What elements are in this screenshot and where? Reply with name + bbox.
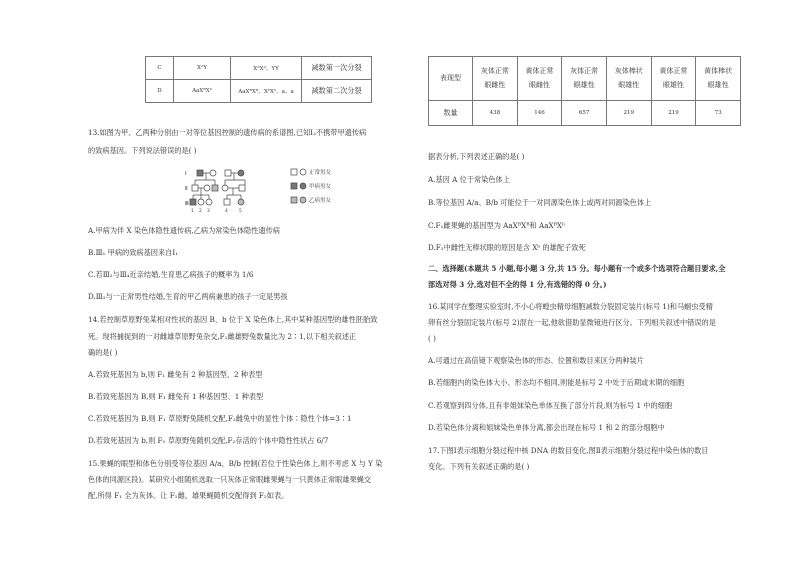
table-cell: 减数第二次分裂	[302, 80, 372, 103]
section-heading-line2: 部选对得 3 分,选对但不全的得 1 分,有选错的得 0 分。)	[428, 280, 607, 289]
table-header-cell: 灰体棒状 眼雄性	[606, 57, 651, 101]
q14-option-c: C.若致死基因为 B,则 F₁ 草原野兔随机交配,F₂雌兔中的显性个体∶隐性个体=3∶1	[88, 414, 352, 423]
table-cell: D	[146, 80, 174, 103]
table-cell: C	[146, 57, 174, 80]
q16-option-b: B.若细胞内的染色体大小、形态均不相同,则能是标号 2 中处于后期或末期的细胞	[428, 378, 685, 387]
pedigree-female	[204, 185, 210, 191]
q16-stem-line2: 卵有丝分裂固定装片(标号 2)混在一起,他欲借助显微镜进行区分。下列相关叙述中错误的是	[428, 318, 716, 327]
pedigree-male	[224, 199, 230, 205]
q16-stem-line3: ( )	[428, 334, 436, 343]
q15-stem-line2: 色体的同源区段)。某研究小组随机选取一只灰体正常眼雌果蝇与一只黄体正常眼雄果蝇交	[88, 475, 372, 484]
table-cell: 146	[517, 101, 562, 126]
pedigree-male-affected	[190, 199, 196, 205]
q16-option-c: C.若观察到四分体,且有非姐妹染色单体互换了部分片段,则为标号 1 中的细胞	[428, 401, 673, 410]
table-cell: XᴬXᴬ、YY	[231, 57, 302, 80]
table-cell: AaXᴮXᵇ	[174, 80, 231, 103]
pedigree-female	[198, 199, 204, 205]
table-cell: XᴬY	[174, 57, 231, 80]
pedigree-male	[192, 185, 198, 191]
svg-text:1: 1	[191, 209, 194, 214]
pedigree-male-affected	[197, 170, 203, 176]
legend-male-disease-b-icon	[291, 197, 297, 203]
table-header-cell: 黄体棒状 眼雄性	[696, 57, 741, 101]
gen-label-1: Ⅰ	[185, 171, 187, 177]
table-header-cell: 灰体正常 眼雌性	[473, 57, 518, 101]
pedigree-female	[210, 170, 216, 176]
table-row	[429, 57, 741, 101]
pedigree-chart	[185, 165, 370, 215]
phenotype-table	[428, 56, 741, 126]
q15-question: 据表分析,下列表述正确的是( )	[428, 152, 525, 161]
q16-option-a: A.可通过在高倍镜下观察染色体的形态、位置和数目来区分两种装片	[428, 356, 644, 365]
table-header-cell: 数量	[429, 101, 473, 126]
pedigree-female	[206, 199, 212, 205]
legend-female-disease-b-icon	[300, 197, 306, 203]
q13-option-b: B.Ⅲ₁ 甲病的致病基因来自Ⅰ₁	[88, 248, 179, 257]
table-header-cell: 灰体正常 眼雄性	[562, 57, 607, 101]
gen-label-3: Ⅲ	[185, 201, 189, 207]
pedigree-female-affected	[238, 170, 244, 176]
svg-text:2: 2	[199, 209, 202, 214]
q15-option-b: B.等位基因 A/a、B/b 可能位于一对同源染色体上或两对同源染色体上	[428, 198, 652, 207]
q14-stem-line3: 确的是( )	[88, 348, 118, 357]
legend-male-normal-icon	[291, 169, 297, 175]
q17-stem-line2: 变化。下列有关叙述正确的是( )	[428, 462, 530, 471]
legend-female-normal-icon	[300, 169, 306, 175]
pedigree-male-affected	[212, 185, 218, 191]
legend-label: 甲病男女	[309, 184, 332, 190]
table-cell: 219	[606, 101, 651, 126]
q15-stem-line1: 15.果蝇的眼型和体色分别受等位基因 A/a、B/b 控制(若位于性染色体上,则不考虑 X 与 Y 染	[88, 459, 383, 468]
q13-option-a: A.甲病为伴 X 染色体隐性遗传病,乙病为常染色体隐性遗传病	[88, 226, 280, 235]
q16-stem-line1: 16.某同学在整理实验室时,不小心将蝗虫精母细胞减数分裂固定装片(标号 1)和马蛔虫受精	[428, 302, 713, 311]
table-cell: AaXᴮXᴮ、XᵇXᵇ、a、a	[231, 80, 302, 103]
legend-label: 正常男女	[309, 170, 332, 176]
q14-option-d: D.若致死基因为 b,则 F₁ 草原野兔随机交配,F₂存活的个体中隐性性状占 6/7	[88, 436, 329, 445]
q13-option-d: D.Ⅲ₂与一正常男性结婚,生育的甲乙两病兼患的孩子一定是男孩	[88, 292, 288, 301]
table-row	[429, 101, 741, 126]
pedigree-female-affected	[238, 199, 244, 205]
table-cell: 219	[651, 101, 696, 126]
q13-option-c: C.若Ⅲ₂与Ⅲ₄近亲结婚,生育患乙病孩子的概率为 1/6	[88, 270, 254, 279]
q15-option-a: A.基因 A 位于常染色体上	[428, 175, 510, 184]
q14-stem-line1: 14.若控制草原野兔某相对性状的基因 B、b 位于 X 染色体上,其中某种基因型的雄性胚胎致	[88, 315, 378, 324]
q15-option-d: D.F₂中雌性无棒状眼的原因是含 Xᵇ 的雄配子致死	[428, 243, 586, 252]
table-row	[146, 80, 372, 103]
table-row	[146, 57, 372, 80]
table-header-cell: 黄体正常 眼雌性	[517, 57, 562, 101]
section-heading-line1: 二、选择题(本题共 5 小题,每小题 3 分,共 15 分。每小题有一个或多个选项符合题目要求,全	[428, 264, 726, 273]
q14-option-a: A.若致死基因为 b,则 F₁ 雌兔有 2 种基因型、2 种表型	[88, 370, 263, 379]
svg-text:4: 4	[225, 209, 228, 214]
table-cell: 657	[562, 101, 607, 126]
table-cell: 减数第一次分裂	[302, 57, 372, 80]
table-header-cell: 黄体正常 眼雄性	[651, 57, 696, 101]
q15-option-c: C.F₁雌果蝇的基因型为 AaXᴮXᴮ和 AaXᴮXᵇ	[428, 221, 565, 230]
q13-stem-line1: 13.如图为甲、乙两种分别由一对等位基因控制的遗传病的系谱图,已知Ⅰ₂不携带甲遗传病	[88, 128, 367, 137]
legend-female-disease-a-icon	[300, 183, 306, 189]
q14-stem-line2: 死。现将捕捉到的一对雌雄草原野兔杂交,F₁雌雄野兔数量比为 2∶1,以下相关叙述正	[88, 332, 357, 341]
q17-stem-line1: 17.下图Ⅰ表示细胞分裂过程中核 DNA 的数目变化,图Ⅱ表示细胞分裂过程中染色体的数目	[428, 446, 709, 455]
pedigree-male	[225, 170, 231, 176]
q13-stem-line2: 的致病基因。下列说法错误的是( )	[88, 146, 197, 155]
pedigree-female	[222, 185, 228, 191]
table-cell: 73	[696, 101, 741, 126]
gen-label-2: Ⅱ	[185, 186, 188, 192]
legend-label: 乙病男女	[309, 198, 332, 204]
table-header-cell: 表现型	[429, 57, 473, 101]
q15-stem-line3: 配,所得 F₁ 全为灰体。让 F₁雌、雄果蝇随机交配得到 F₂如表。	[88, 491, 289, 500]
legend-male-disease-a-icon	[291, 183, 297, 189]
q14-option-b: B.若致死基因为 B,则 F₁ 雌兔有 1 种基因型、1 种表型	[88, 392, 264, 401]
pedigree-male	[239, 185, 245, 191]
q16-option-d: D.若染色体分离和姐妹染色单体分离,都会出现在标号 1 和 2 的部分细胞中	[428, 423, 665, 432]
table-cell: 438	[473, 101, 518, 126]
svg-text:3: 3	[207, 209, 210, 214]
gamete-table	[145, 56, 372, 103]
svg-text:5: 5	[239, 209, 242, 214]
